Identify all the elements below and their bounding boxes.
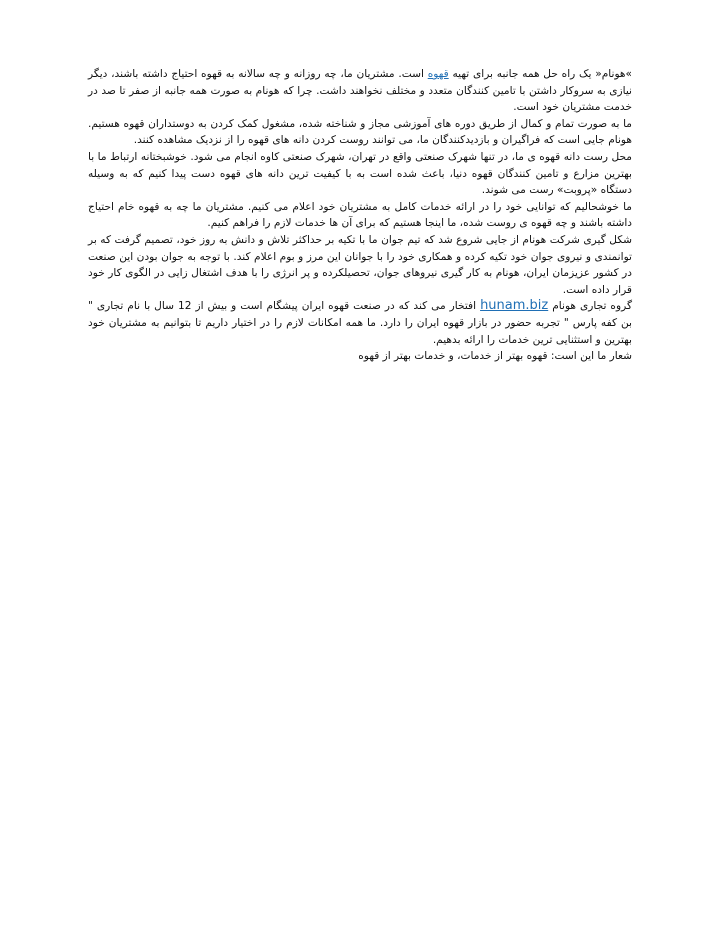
- coffee-link[interactable]: قهوه: [427, 68, 449, 80]
- paragraph-intro-after: است. مشتریان ما، چه روزانه و چه سالانه به قهوه احتیاج داشته باشند، دیگر نیازی به سروکار داشتن با تامین کنندگان متعدد و مختلف نخواهند داشت. چرا که هونام به صورت همه جانبه از صفر تا صد در خدمت مشتریان خود است.: [88, 68, 632, 114]
- hunam-biz-link[interactable]: hunam.biz: [480, 298, 549, 314]
- paragraph-roasting: محل رست دانه قهوه ی ما، در تنها شهرک صنعتی واقع در تهران، شهرک صنعتی کاوه انجام می شود. خوشبختانه ارتباط ما با بهترین مزارع و تامین کنندگان قهوه دنیا، باعث شده است به با کیفیت ترین دانه های قهوه دست پیدا کنیم که به وسیله دستگاه «پروبت» رست می شوند.: [88, 150, 632, 197]
- paragraph-intro-before: »هونام« یک راه حل همه جانبه برای تهیه: [448, 68, 633, 80]
- document-body: [88, 66, 632, 365]
- paragraph-group-after: افتخار می کند که در صنعت قهوه ایران پیشگام است و بیش از 12 سال با نام تجاری " بن کفه پارس " تجربه حضور در بازار قهوه ایران را دارد. ما همه امکانات لازم را در اختیار داریم تا بتوانیم به مشتریان خود بهترین و استثنایی ترین خدمات را ارائه بدهیم.: [88, 300, 632, 346]
- paragraph-group: [88, 298, 632, 348]
- paragraph-group-before: گروه تجاری هونام: [548, 300, 632, 313]
- paragraph-intro: [88, 66, 632, 116]
- paragraph-slogan: شعار ما این است: قهوه بهتر از خدمات، و خدمات بهتر از قهوه: [358, 350, 632, 363]
- paragraph-history: شکل گیری شرکت هونام از جایی شروع شد که تیم جوان ما با تکیه بر حداکثر تلاش و دانش به روز خود، تصمیم گرفت که بر توانمندی و نیروی جوان خود تکیه کرده و همکاری خود را با جوانان این مرز و بوم اعلام کند. با توجه به جوان بودن این صنعت در کشور عزیزمان ایران، هونام به کار گیری نیروهای جوان، تحصیلکرده و پر انرژی را با هدف اشتغال زایی در الگوی کار خود قرار داده است.: [88, 233, 632, 296]
- paragraph-services: ما خوشحالیم که توانایی خود را در ارائه خدمات کامل به مشتریان خود اعلام می کنیم. مشتریان ما چه به قهوه خام احتیاج داشته باشند و چه قهوه ی روست شده، ما اینجا هستیم که برای آن ها خدمات لازم را فراهم کنیم.: [88, 200, 632, 230]
- paragraph-training: ما به صورت تمام و کمال از طریق دوره های آموزشی مجاز و شناخته شده، مشغول کمک کردن به دوستداران قهوه هستیم. هونام جایی است که فراگیران و بازدیدکنندگان ما، می توانند روست کردن دانه های قهوه را از نزدیک مشاهده کنند.: [88, 117, 632, 147]
